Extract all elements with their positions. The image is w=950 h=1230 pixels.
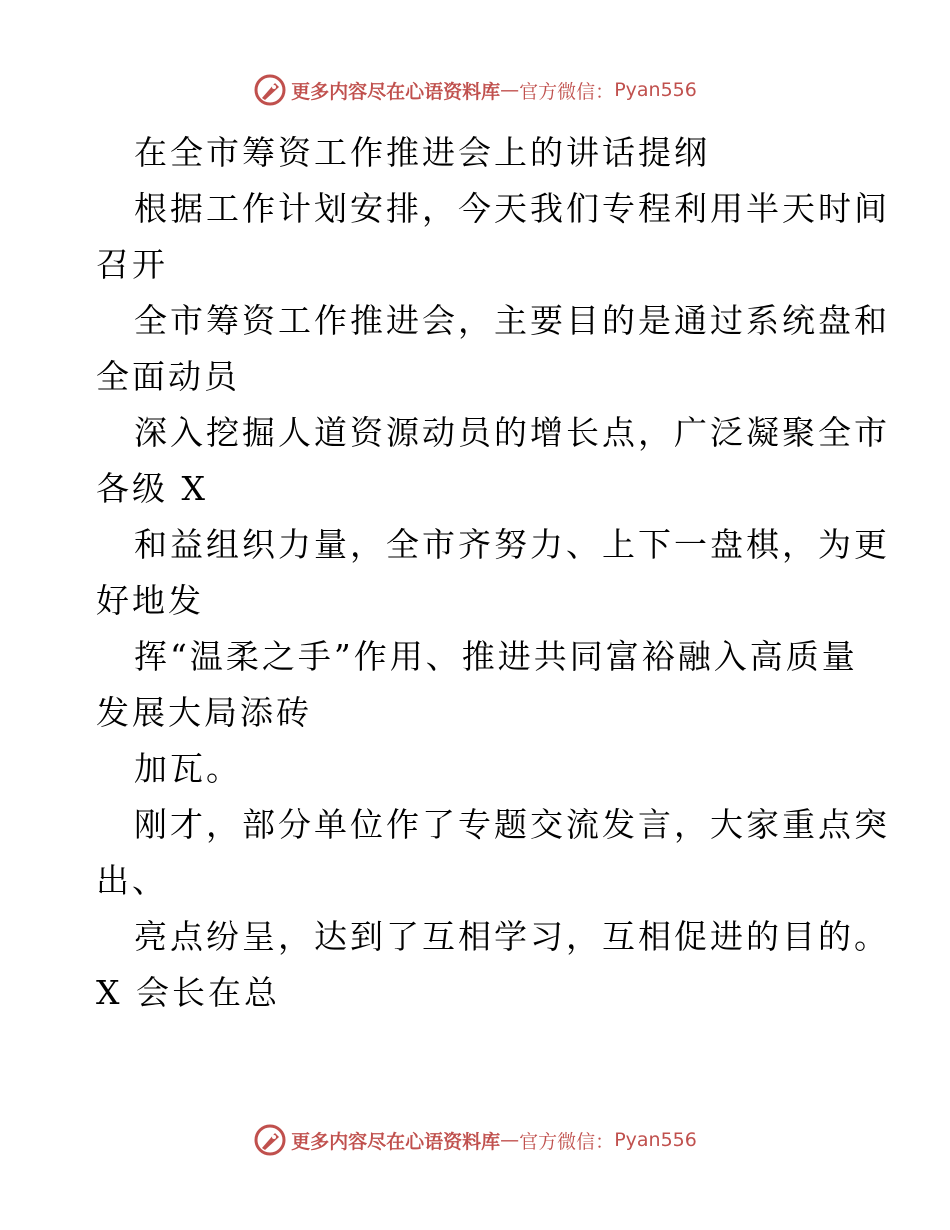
pen-nib-logo-icon xyxy=(253,1123,287,1157)
text-line: 出、 xyxy=(96,861,168,900)
banner-official-label: 官方微信： xyxy=(519,80,615,103)
text-line: 和益组织力量，全市齐努力、上下一盘棋，为更 xyxy=(134,525,890,564)
document-title: 在全市筹资工作推进会上的讲话提纲 xyxy=(134,133,710,172)
banner-dash: — xyxy=(500,1129,520,1151)
header-banner xyxy=(0,70,950,110)
footer-banner xyxy=(0,1120,950,1160)
text-line: 发展大局添砖 xyxy=(96,693,312,732)
document-body xyxy=(96,125,890,1021)
text-line: 召开 xyxy=(96,245,168,284)
text-line: 全面动员 xyxy=(96,357,240,396)
text-line: 刚才，部分单位作了专题交流发言，大家重点突 xyxy=(134,805,890,844)
banner-brand: 更多内容尽在心语资料库 xyxy=(291,80,501,103)
pen-nib-logo-icon xyxy=(253,73,287,107)
text-line: 加瓦。 xyxy=(134,749,242,788)
text-line: 挥“温柔之手”作用、推进共同富裕融入高质量 xyxy=(134,637,858,676)
text-line: 全市筹资工作推进会，主要目的是通过系统盘和 xyxy=(134,301,890,340)
banner-dash: — xyxy=(500,79,520,101)
text-line: 深入挖掘人道资源动员的增长点，广泛凝聚全市 xyxy=(134,413,890,452)
banner-brand: 更多内容尽在心语资料库 xyxy=(291,1130,501,1153)
text-line: 根据工作计划安排，今天我们专程利用半天时间 xyxy=(134,189,890,228)
banner-account: Pyan556 xyxy=(614,1129,697,1151)
text-line: 各级 X xyxy=(96,469,208,508)
text-line: X 会长在总 xyxy=(96,973,280,1012)
banner-account: Pyan556 xyxy=(614,79,697,101)
text-line: 好地发 xyxy=(96,581,204,620)
text-line: 亮点纷呈，达到了互相学习，互相促进的目的。 xyxy=(134,917,890,956)
banner-official-label: 官方微信： xyxy=(519,1130,615,1153)
